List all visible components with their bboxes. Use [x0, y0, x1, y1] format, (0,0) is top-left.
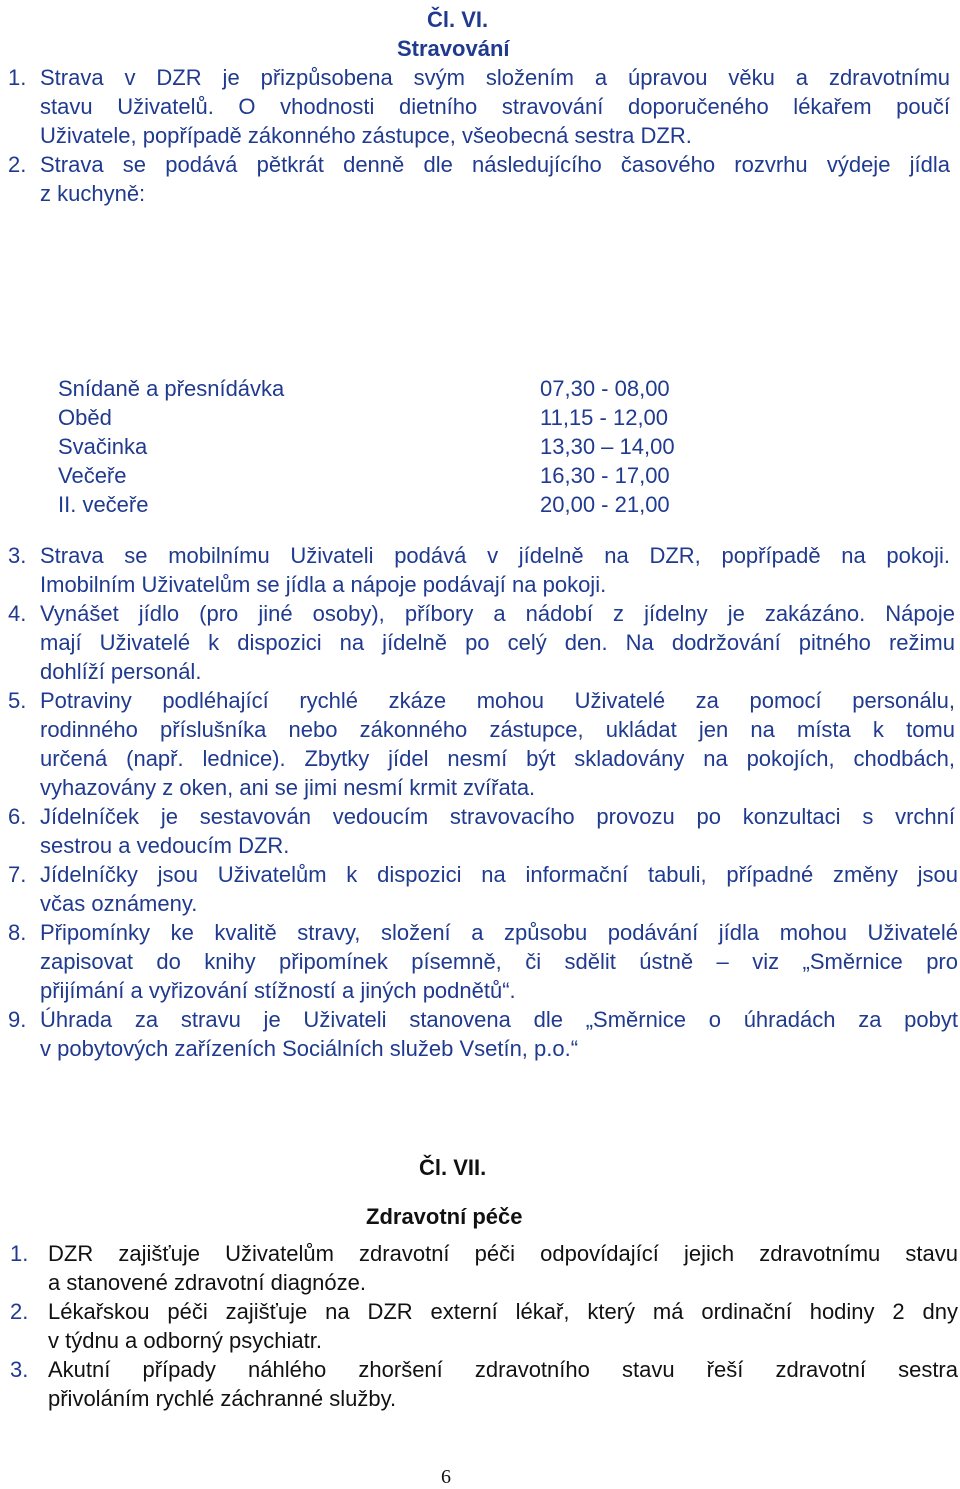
item-number: 2.	[8, 152, 27, 177]
item-number: 3.	[8, 543, 27, 568]
ch6-item-2-line-1: Strava se podává pětkrát denně dle následujícího časového rozvrhu výdeje jídla	[40, 152, 950, 177]
page-number: 6	[441, 1466, 451, 1488]
ch7-item-1-line-2: a stanovené zdravotní diagnóze.	[48, 1270, 367, 1295]
item-number: 5.	[8, 688, 27, 713]
ch6-item-5-line-2: rodinného příslušníka nebo zákonného zástupce, ukládat jen na místa k tomu	[40, 717, 955, 742]
ch6-item-5-line-1: Potraviny podléhající rychlé zkáze mohou Uživatelé za pomocí personálu,	[40, 688, 955, 713]
item-number: 3.	[10, 1357, 29, 1382]
ch6-item-7-line-2: včas oznámeny.	[40, 891, 198, 916]
ch7-item-3-line-1: Akutní případy náhlého zhoršení zdravotního stavu řeší zdravotní sestra	[48, 1357, 958, 1382]
schedule-time: 20,00 - 21,00	[540, 492, 670, 517]
item-number: 6.	[8, 804, 27, 829]
item-number: 1.	[8, 65, 27, 90]
ch6-item-2-line-2: z kuchyně:	[40, 181, 146, 206]
schedule-meal: II. večeře	[58, 492, 149, 517]
item-number: 4.	[8, 601, 27, 626]
ch6-item-8-line-2: zapisovat do knihy připomínek písemně, či sdělit ústně – viz „Směrnice pro	[40, 949, 958, 974]
ch6-item-5-line-4: vyhazovány z oken, ani se jimi nesmí krmit zvířata.	[40, 775, 536, 800]
schedule-time: 07,30 - 08,00	[540, 376, 670, 401]
ch6-item-6-line-2: sestrou a vedoucím DZR.	[40, 833, 290, 858]
ch7-item-2-line-1: Lékařskou péči zajišťuje na DZR externí lékař, který má ordinační hodiny 2 dny	[48, 1299, 958, 1324]
ch7-item-1-line-1: DZR zajišťuje Uživatelům zdravotní péči odpovídající jejich zdravotnímu stavu	[48, 1241, 958, 1266]
ch6-item-3-line-1: Strava se mobilnímu Uživateli podává v jídelně na DZR, popřípadě na pokoji.	[40, 543, 950, 568]
ch6-item-8-line-3: přijímání a vyřizování stížností a jiných podnětů“.	[40, 978, 516, 1003]
ch6-item-3-line-2: Imobilním Uživatelům se jídla a nápoje podávají na pokoji.	[40, 572, 607, 597]
item-number: 8.	[8, 920, 27, 945]
schedule-meal: Večeře	[58, 463, 127, 488]
ch7-item-3-line-2: přivoláním rychlé záchranné služby.	[48, 1386, 397, 1411]
ch6-item-9-line-2: v pobytových zařízeních Sociálních služeb Vsetín, p.o.“	[40, 1036, 579, 1061]
schedule-meal: Snídaně a přesnídávka	[58, 376, 285, 401]
chapter-7-title: Zdravotní péče	[366, 1204, 523, 1229]
schedule-time: 11,15 - 12,00	[540, 405, 669, 430]
chapter-7-heading: Čl. VII.	[419, 1155, 487, 1180]
ch6-item-1-line-3: Uživatele, popřípadě zákonného zástupce, všeobecná sestra DZR.	[40, 123, 692, 148]
schedule-meal: Svačinka	[58, 434, 148, 459]
item-number: 2.	[10, 1299, 29, 1324]
ch6-item-1-line-1: Strava v DZR je přizpůsobena svým složením a úpravou věku a zdravotnímu	[40, 65, 950, 90]
ch6-item-4-line-3: dohlíží personál.	[40, 659, 202, 684]
ch6-item-1-line-2: stavu Uživatelů. O vhodnosti dietního stravování doporučeného lékařem poučí	[40, 94, 950, 119]
chapter-6-title: Stravování	[397, 36, 510, 61]
ch7-item-2-line-2: v týdnu a odborný psychiatr.	[48, 1328, 322, 1353]
item-number: 1.	[10, 1241, 29, 1266]
chapter-6-heading: Čl. VI.	[427, 7, 489, 32]
ch6-item-5-line-3: určená (např. lednice). Zbytky jídel nesmí být skladovány na pokojích, chodbách,	[40, 746, 955, 771]
item-number: 7.	[8, 862, 27, 887]
schedule-meal: Oběd	[58, 405, 112, 430]
schedule-time: 13,30 – 14,00	[540, 434, 675, 459]
ch6-item-7-line-1: Jídelníčky jsou Uživatelům k dispozici na informační tabuli, případné změny jsou	[40, 862, 958, 887]
schedule-time: 16,30 - 17,00	[540, 463, 670, 488]
item-number: 9.	[8, 1007, 27, 1032]
ch6-item-4-line-1: Vynášet jídlo (pro jiné osoby), příbory a nádobí z jídelny je zakázáno. Nápoje	[40, 601, 955, 626]
ch6-item-4-line-2: mají Uživatelé k dispozici na jídelně po celý den. Na dodržování pitného režimu	[40, 630, 955, 655]
ch6-item-9-line-1: Úhrada za stravu je Uživateli stanovena dle „Směrnice o úhradách za pobyt	[40, 1007, 958, 1032]
ch6-item-6-line-1: Jídelníček je sestavován vedoucím stravovacího provozu po konzultaci s vrchní	[40, 804, 955, 829]
ch6-item-8-line-1: Připomínky ke kvalitě stravy, složení a způsobu podávání jídla mohou Uživatelé	[40, 920, 958, 945]
